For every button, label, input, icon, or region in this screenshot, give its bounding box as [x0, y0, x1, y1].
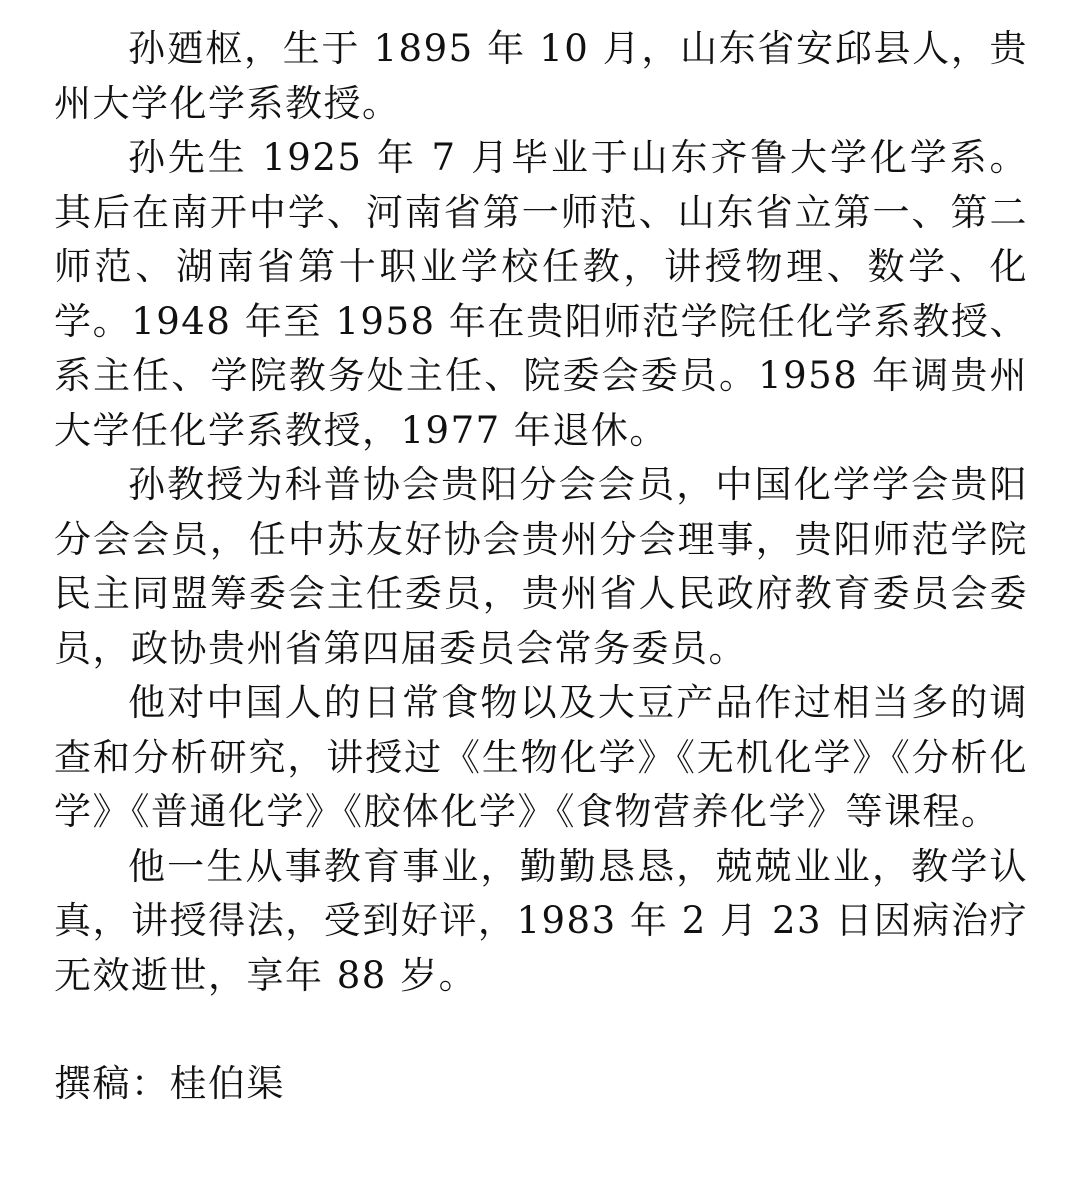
- document-page: [54, 22, 1028, 1112]
- paragraph-research: 他对中国人的日常食物以及大豆产品作过相当多的调查和分析研究，讲授过《生物化学》《无机化学》《分析化学》《普通化学》《胶体化学》《食物营养化学》等课程。: [54, 681, 1028, 833]
- paragraph-memberships: 孙教授为科普协会贵阳分会会员，中国化学学会贵阳分会会员，任中苏友好协会贵州分会理事，贵阳师范学院民主同盟筹委会主任委员，贵州省人民政府教育委员会委员，政协贵州省第四届委员会常务委员。: [54, 463, 1028, 670]
- author-line: 撰稿：桂伯渠: [54, 1062, 285, 1105]
- paragraph-birth: 孙廼枢，生于 1895 年 10 月，山东省安邱县人，贵州大学化学系教授。: [54, 27, 1028, 125]
- paragraph-legacy: 他一生从事教育事业，勤勤恳恳，兢兢业业，教学认真，讲授得法，受到好评，1983 年 2 月 23 日因病治疗无效逝世，享年 88 岁。: [54, 844, 1028, 997]
- paragraph-career: 孙先生 1925 年 7 月毕业于山东齐鲁大学化学系。其后在南开中学、河南省第一师范、山东省立第一、第二师范、湖南省第十职业学校任教，讲授物理、数学、化学。1948 年至 1958 年在贵阳师范学院任化学系教授、系主任、学院教务处主任、院委会委员。1958 年调贵州大学任化学系教授，1977 年退休。: [54, 136, 1028, 452]
